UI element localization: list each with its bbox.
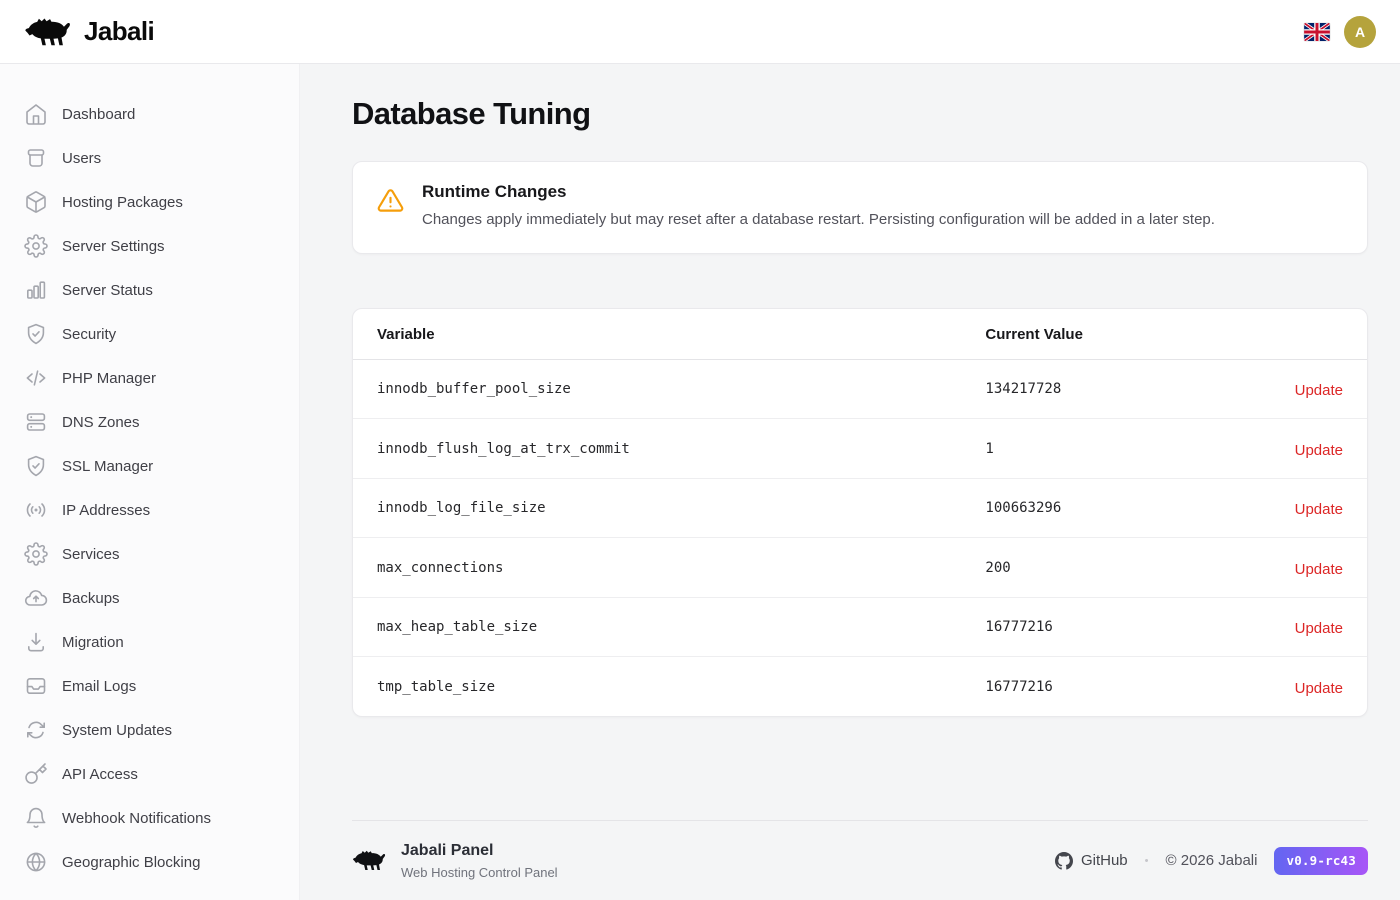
update-button[interactable]: Update <box>1294 620 1343 638</box>
sidebar-item-label: IP Addresses <box>62 501 151 519</box>
value-cell: 1 <box>961 419 1225 479</box>
sidebar-item-label: Email Logs <box>62 677 137 695</box>
table-row <box>353 359 1367 419</box>
sidebar-item-label: Services <box>62 545 120 563</box>
bell-icon <box>24 806 48 830</box>
sidebar-item-ip-addresses[interactable] <box>0 488 299 532</box>
sidebar-item-label: API Access <box>62 765 138 783</box>
main-area <box>300 64 1400 900</box>
sidebar-item-users[interactable] <box>0 136 299 180</box>
table-row <box>353 419 1367 479</box>
column-header-variable: Variable <box>353 309 961 360</box>
app-header <box>0 0 1400 64</box>
sidebar-item-label: SSL Manager <box>62 457 154 475</box>
sidebar <box>0 64 300 900</box>
variable-cell: innodb_log_file_size <box>353 478 961 538</box>
brand-logo <box>24 15 154 49</box>
update-button[interactable]: Update <box>1294 679 1343 697</box>
code-icon <box>24 366 48 390</box>
sidebar-item-geographic-blocking[interactable] <box>0 840 299 884</box>
github-link[interactable] <box>1055 852 1128 870</box>
table-header-row <box>353 309 1367 360</box>
value-cell: 100663296 <box>961 478 1225 538</box>
warning-triangle-icon <box>377 187 404 214</box>
table-row <box>353 538 1367 598</box>
package-icon <box>24 190 48 214</box>
runtime-warning-callout <box>352 161 1368 254</box>
server-stack-icon <box>24 410 48 434</box>
sidebar-item-label: Hosting Packages <box>62 193 183 211</box>
update-button[interactable]: Update <box>1294 441 1343 459</box>
boar-icon <box>24 15 74 49</box>
value-cell: 200 <box>961 538 1225 598</box>
sidebar-item-label: DNS Zones <box>62 413 140 431</box>
sidebar-item-label: Users <box>62 149 102 167</box>
header-actions <box>1304 16 1376 48</box>
footer-brand-text <box>401 841 558 879</box>
page-title: Database Tuning <box>352 96 591 131</box>
sidebar-item-services[interactable] <box>0 532 299 576</box>
sidebar-item-hosting-packages[interactable] <box>0 180 299 224</box>
refresh-cycle-icon <box>24 718 48 742</box>
sidebar-item-label: Server Status <box>62 281 153 299</box>
sidebar-item-ssl-manager[interactable] <box>0 444 299 488</box>
footer-brand-name: Jabali Panel <box>401 842 494 860</box>
sidebar-item-label: Geographic Blocking <box>62 853 201 871</box>
app-shell <box>0 64 1400 900</box>
uk-flag-icon <box>1304 23 1330 41</box>
main-content <box>352 64 1368 900</box>
sidebar-item-label: Migration <box>62 633 124 651</box>
tuning-table <box>353 309 1367 716</box>
footer-brand <box>352 841 558 879</box>
table-row <box>353 478 1367 538</box>
download-tray-icon <box>24 630 48 654</box>
value-cell: 16777216 <box>961 597 1225 657</box>
boar-icon <box>352 848 388 873</box>
copyright-text: © 2026 Jabali <box>1165 852 1258 869</box>
footer-subtitle: Web Hosting Control Panel <box>401 864 558 880</box>
radio-waves-icon <box>24 498 48 522</box>
table-row <box>353 597 1367 657</box>
sidebar-item-webhook-notifications[interactable] <box>0 796 299 840</box>
callout-body: Changes apply immediately but may reset after a database restart. Persisting configuration will be added in a later step. <box>422 211 1215 228</box>
variable-cell: max_heap_table_size <box>353 597 961 657</box>
update-button[interactable]: Update <box>1294 501 1343 519</box>
home-icon <box>24 102 48 126</box>
version-badge: v0.9-rc43 <box>1274 847 1368 875</box>
sidebar-item-server-status[interactable] <box>0 268 299 312</box>
sidebar-item-label: Dashboard <box>62 105 136 123</box>
footer-meta <box>1055 847 1368 875</box>
github-icon <box>1055 852 1073 870</box>
callout-title: Runtime Changes <box>422 182 567 201</box>
brand-name: Jabali <box>84 16 155 46</box>
shield-check-icon <box>24 322 48 346</box>
sidebar-item-label: Webhook Notifications <box>62 809 211 827</box>
bar-chart-icon <box>24 278 48 302</box>
tuning-table-card <box>352 308 1368 717</box>
gear-icon <box>24 542 48 566</box>
sidebar-item-system-updates[interactable] <box>0 708 299 752</box>
archive-box-icon <box>24 146 48 170</box>
language-flag-button[interactable] <box>1304 23 1330 41</box>
value-cell: 16777216 <box>961 657 1225 716</box>
variable-cell: max_connections <box>353 538 961 598</box>
variable-cell: tmp_table_size <box>353 657 961 716</box>
inbox-icon <box>24 674 48 698</box>
sidebar-item-server-settings[interactable] <box>0 224 299 268</box>
sidebar-item-label: PHP Manager <box>62 369 156 387</box>
sidebar-nav <box>0 92 299 884</box>
cloud-upload-icon <box>24 586 48 610</box>
sidebar-item-label: Server Settings <box>62 237 165 255</box>
dot-separator: • <box>1144 854 1149 867</box>
sidebar-item-backups[interactable] <box>0 576 299 620</box>
tuning-table-body <box>353 359 1367 716</box>
shield-check-icon <box>24 454 48 478</box>
variable-cell: innodb_flush_log_at_trx_commit <box>353 419 961 479</box>
column-header-current-value: Current Value <box>961 309 1225 360</box>
sidebar-item-label: Backups <box>62 589 120 607</box>
value-cell: 134217728 <box>985 381 1062 397</box>
gear-icon <box>24 234 48 258</box>
variable-cell: innodb_buffer_pool_size <box>377 381 571 397</box>
table-row <box>353 657 1367 716</box>
sidebar-item-migration[interactable] <box>0 620 299 664</box>
sidebar-item-php-manager[interactable] <box>0 356 299 400</box>
github-label: GitHub <box>1080 852 1128 869</box>
column-header-actions <box>1225 309 1367 360</box>
sidebar-item-api-access[interactable] <box>0 752 299 796</box>
sidebar-item-security[interactable] <box>0 312 299 356</box>
user-avatar[interactable]: A <box>1344 16 1376 48</box>
key-icon <box>24 762 48 786</box>
sidebar-item-label: Security <box>62 325 117 343</box>
globe-icon <box>24 850 48 874</box>
update-button[interactable]: Update <box>1294 382 1343 400</box>
sidebar-item-dashboard[interactable] <box>0 92 299 136</box>
footer <box>352 820 1368 900</box>
sidebar-item-email-logs[interactable] <box>0 664 299 708</box>
callout-text <box>422 182 1215 231</box>
sidebar-item-dns-zones[interactable] <box>0 400 299 444</box>
sidebar-item-label: System Updates <box>62 721 173 739</box>
update-button[interactable]: Update <box>1294 560 1343 578</box>
